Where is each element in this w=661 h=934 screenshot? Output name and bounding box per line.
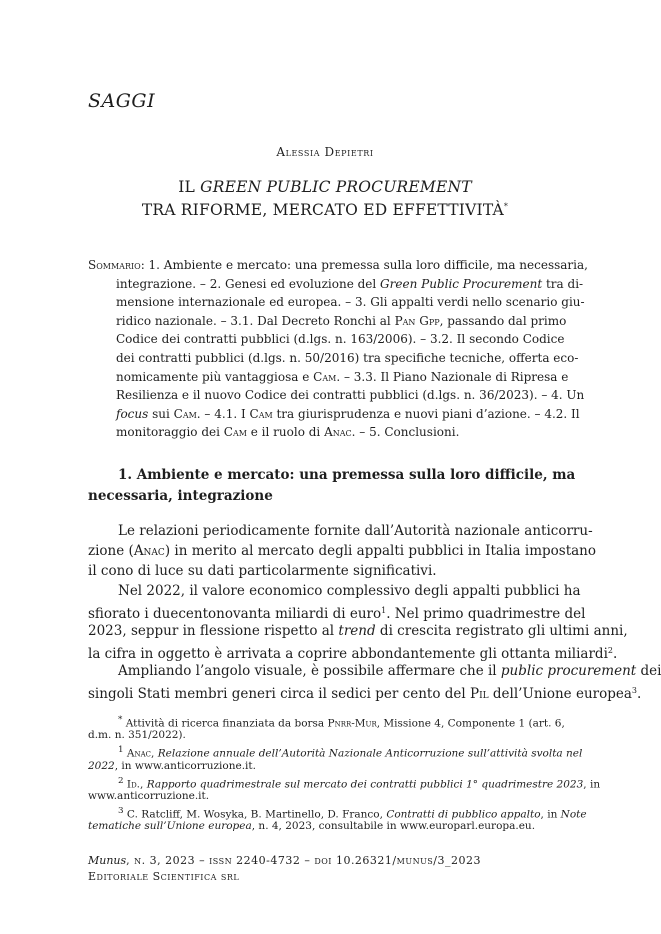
body-text-span: sfiorato i duecentonovanta miliardi di euro: [88, 606, 382, 622]
author-name: Alessia Depietri: [276, 145, 374, 159]
footnote-text: C. Ratcliff, M. Wosyka, B. Martinello, D. Franco,: [126, 808, 387, 821]
body-text-span: la cifra in oggetto è arrivata a coprire abbondantemente gli ottanta miliardi: [88, 646, 608, 662]
summary-block: [88, 256, 588, 442]
summary-line: dei contratti pubblici (d.lgs. n. 50/2016) tra specifiche tecniche, offerta eco-: [116, 350, 579, 365]
title-prefix: IL: [178, 178, 201, 196]
body-line: [88, 541, 597, 561]
footnote-text: , in: [583, 778, 601, 791]
summary-line: mensione internazionale ed europea. – 3. Gli appalti verdi nello scenario giu-: [116, 295, 585, 310]
article-title: [0, 178, 650, 220]
body-text-smallcaps: Pil: [469, 686, 489, 702]
footnote-line: [88, 819, 564, 834]
summary-line: [88, 275, 584, 294]
section-heading: [88, 465, 576, 507]
section-label: SAGGI: [88, 90, 156, 112]
footnote-ref[interactable]: 1: [381, 606, 387, 615]
body-line: [88, 681, 642, 702]
summary-line: [88, 405, 580, 424]
footnote-text: ,: [151, 747, 158, 760]
summary-text: ridico nazionale. – 3.1. Dal Decreto Ronchi al Pan Gpp, passando dal primo: [116, 313, 567, 328]
body-text-span: dei: [636, 663, 661, 679]
body-line: [88, 621, 628, 641]
body-line: Le relazioni periodicamente fornite dall’Autorità nazionale anticorru-: [118, 523, 593, 539]
summary-line: [88, 423, 564, 442]
footnote-line: d.m. n. 351/2022).: [88, 729, 186, 742]
footnote-line: [88, 774, 601, 791]
footnote-text-italic: Rapporto quadrimestrale sul mercato dei contratti pubblici 1° quadrimestre 2023: [146, 778, 584, 791]
footnote-line: [88, 713, 564, 728]
summary-line: [88, 312, 567, 331]
body-text-span: singoli Stati membri generi circa il sedici per cento del: [88, 686, 470, 702]
body-text-span: zione (Anac) in merito al mercato degli appalti pubblici in Italia impostano: [88, 543, 597, 559]
footnote-text: Attività di ricerca finanziata da borsa Pnrr-Mur, Missione 4, Componente 1 (art. 6,: [125, 717, 565, 730]
footnote-text-italic: 2022: [88, 759, 115, 772]
title-footnote-mark: *: [503, 202, 509, 211]
body-text: [88, 521, 661, 702]
body-text-span: dell’Unione europea: [488, 686, 632, 702]
footer-publisher: Editoriale Scientifica srl: [88, 870, 240, 883]
footnote-text: , n. 4, 2023, consultabile in www.europarl.europa.eu.: [251, 820, 536, 833]
section-heading-line: necessaria, integrazione: [88, 488, 273, 504]
footer-citation: [88, 853, 481, 869]
body-text-italic: public procurement: [500, 663, 637, 679]
footnote-mark: 3: [118, 806, 124, 817]
footnote-text-italic: Contratti di pubblico appalto: [386, 808, 541, 821]
footnote-text-italic: tematiche sull’Unione europea: [88, 820, 252, 833]
footnote-mark: *: [118, 715, 123, 725]
footnote-ref[interactable]: 3: [631, 686, 637, 695]
body-text-italic: trend: [338, 623, 376, 639]
summary-line: Resilienza e il nuovo Codice dei contratti pubblici (d.lgs. n. 36/2023). – 4. Un: [116, 388, 585, 403]
summary-text: focus sui Cam. – 4.1. I Cam tra giurisprudenza e nuovi piani d’azione. – 4.2. Il: [116, 406, 580, 421]
page-footer: [88, 853, 481, 885]
body-line: [88, 601, 586, 622]
footnote-text-italic: Relazione annuale dell’Autorità Nazionale Anticorruzione sull’attività svolta nel: [157, 747, 583, 760]
summary-text: : 1. Ambiente e mercato: una premessa sulla loro difficile, ma necessaria,: [140, 258, 588, 272]
footer-identifiers: , n. 3, 2023 – issn 2240-4732 – doi 10.26321/munus/3_2023: [126, 854, 481, 867]
body-line: Nel 2022, il valore economico complessivo degli appalti pubblici ha: [118, 583, 581, 599]
footnotes: [88, 713, 601, 835]
footnote-ref[interactable]: 2: [607, 646, 613, 655]
footnote-line: [88, 804, 587, 821]
body-text-span: . Nel primo quadrimestre del: [386, 606, 586, 622]
footnote-text-smallcaps: Id.,: [126, 778, 147, 791]
body-text-span: .: [612, 646, 618, 662]
summary-line: [88, 368, 569, 387]
footnote-mark: 2: [118, 775, 124, 786]
title-line-2: [0, 197, 650, 220]
footnote-text-smallcaps: Anac: [126, 747, 152, 760]
body-text-span: Ampliando l’angolo visuale, è possibile affermare che il: [118, 663, 501, 679]
body-text-span: .: [637, 686, 642, 702]
body-line: [88, 661, 661, 681]
footnote-line: [88, 743, 583, 760]
summary-line: [88, 256, 588, 275]
body-line: [88, 641, 618, 662]
footnote-mark: 1: [118, 745, 124, 756]
summary-text: integrazione. – 2. Genesi ed evoluzione del Green Public Procurement tra di-: [116, 276, 584, 291]
title-line-2-text: TRA RIFORME, MERCATO ED EFFETTIVITÀ: [141, 201, 504, 219]
body-line: il cono di luce su dati particolarmente significativi.: [88, 563, 437, 579]
section-heading-line: 1. Ambiente e mercato: una premessa sulla loro difficile, ma: [118, 467, 576, 483]
footnote-text: , in www.anticorruzione.it.: [114, 759, 256, 772]
summary-text: nomicamente più vantaggiosa e Cam. – 3.3. Il Piano Nazionale di Ripresa e: [116, 369, 569, 384]
title-italic: GREEN PUBLIC PROCUREMENT: [200, 178, 472, 196]
footnote-text-italic: Note: [560, 808, 587, 821]
footnote-line: www.anticorruzione.it.: [88, 789, 210, 802]
title-line-1: [0, 178, 650, 197]
body-text-span: di crescita registrato gli ultimi anni,: [375, 623, 628, 639]
summary-text: monitoraggio dei Cam e il ruolo di Anac. – 5. Conclusioni.: [116, 425, 460, 440]
journal-name: Munus: [88, 854, 127, 867]
summary-label: Sommario: [88, 258, 141, 272]
footnote-line: [88, 759, 564, 774]
body-text-span: 2023, seppur in flessione rispetto al: [88, 623, 339, 639]
footnote-text: , in: [540, 808, 561, 821]
summary-line: Codice dei contratti pubblici (d.lgs. n. 163/2006). – 3.2. Il secondo Codice: [116, 332, 565, 347]
